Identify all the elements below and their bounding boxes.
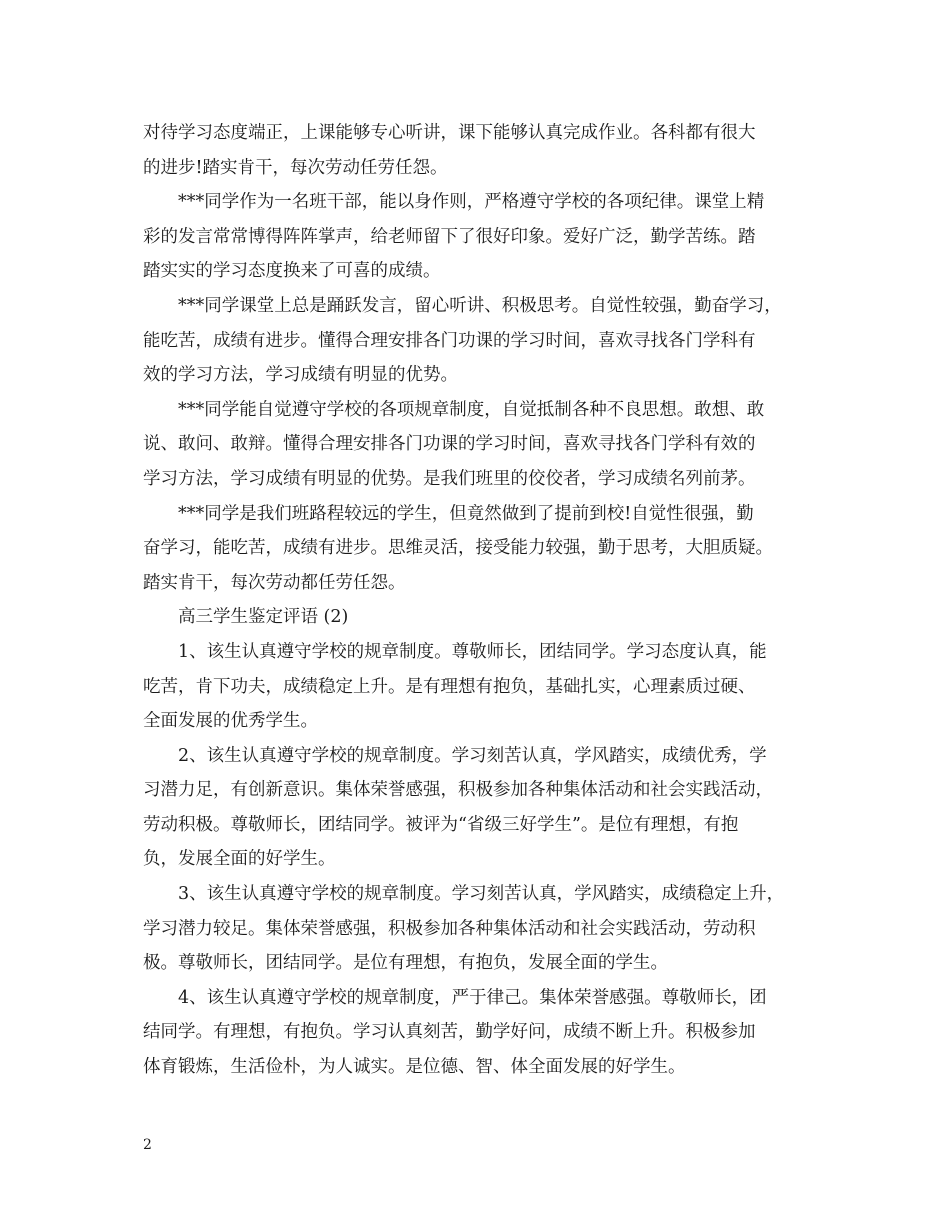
text-line: 能吃苦，成绩有进步。懂得合理安排各门功课的学习时间，喜欢寻找各门学科有	[143, 330, 756, 351]
text-line: 2、该生认真遵守学校的规章制度。学习刻苦认真，学风踏实，成绩优秀，学	[178, 745, 767, 766]
text-line: 全面发展的优秀学生。	[143, 711, 318, 732]
text-line: 彩的发言常常博得阵阵掌声，给老师留下了很好印象。爱好广泛，勤学苦练。踏	[143, 226, 756, 247]
text-line: 吃苦，肯下功夫，成绩稳定上升。是有理想有抱负，基础扎实，心理素质过硬、	[143, 676, 756, 697]
text-line: 负，发展全面的好学生。	[143, 849, 336, 870]
text-line: 结同学。有理想，有抱负。学习认真刻苦，勤学好问，成绩不断上升。积极参加	[143, 1022, 756, 1043]
text-line: 踏实肯干，每次劳动都任劳任怨。	[143, 572, 406, 593]
text-line: 的进步!踏实肯干，每次劳动任劳任怨。	[143, 157, 448, 178]
text-line: 奋学习，能吃苦，成绩有进步。思维灵活，接受能力较强，勤于思考，大胆质疑。	[143, 538, 773, 559]
text-line: 学习潜力较足。集体荣誉感强，积极参加各种集体活动和社会实践活动，劳动积	[143, 918, 756, 939]
text-line: 3、该生认真遵守学校的规章制度。学习刻苦认真，学风踏实，成绩稳定上升，	[178, 884, 785, 905]
text-line: 踏实实的学习态度换来了可喜的成绩。	[143, 261, 441, 282]
text-line: ***同学作为一名班干部，能以身作则，严格遵守学校的各项纪律。课堂上精	[178, 192, 765, 213]
text-line: 说、敢问、敢辩。懂得合理安排各门功课的学习时间，喜欢寻找各门学科有效的	[143, 434, 756, 455]
document-body	[143, 116, 811, 1085]
text-line: 4、该生认真遵守学校的规章制度，严于律己。集体荣誉感强。尊敬师长，团	[178, 987, 767, 1008]
text-line: 习潜力足，有创新意识。集体荣誉感强，积极参加各种集体活动和社会实践活动，	[143, 780, 773, 801]
section-heading: 高三学生鉴定评语 (2)	[178, 607, 349, 628]
text-line: 效的学习方法，学习成绩有明显的优势。	[143, 365, 458, 386]
text-line: 极。尊敬师长，团结同学。是位有理想，有抱负，发展全面的学生。	[143, 953, 668, 974]
text-line: 1、该生认真遵守学校的规章制度。尊敬师长，团结同学。学习态度认真，能	[178, 641, 767, 662]
text-line: ***同学是我们班路程较远的学生，但竟然做到了提前到校!自觉性很强，勤	[178, 503, 754, 524]
text-line: ***同学课堂上总是踊跃发言，留心听讲、积极思考。自觉性较强，勤奋学习，	[178, 295, 782, 316]
text-line: 体育锻炼，生活俭朴，为人诚实。是位德、智、体全面发展的好学生。	[143, 1057, 686, 1078]
page-number: 2	[143, 1137, 152, 1153]
text-line: 学习方法，学习成绩有明显的优势。是我们班里的佼佼者，学习成绩名列前茅。	[143, 468, 756, 489]
text-line: 对待学习态度端正，上课能够专心听讲，课下能够认真完成作业。各科都有很大	[143, 123, 756, 143]
text-line: ***同学能自觉遵守学校的各项规章制度，自觉抵制各种不良思想。敢想、敢	[178, 399, 765, 420]
text-line: 劳动积极。尊敬师长，团结同学。被评为“省级三好学生”。是位有理想，有抱	[143, 814, 739, 835]
